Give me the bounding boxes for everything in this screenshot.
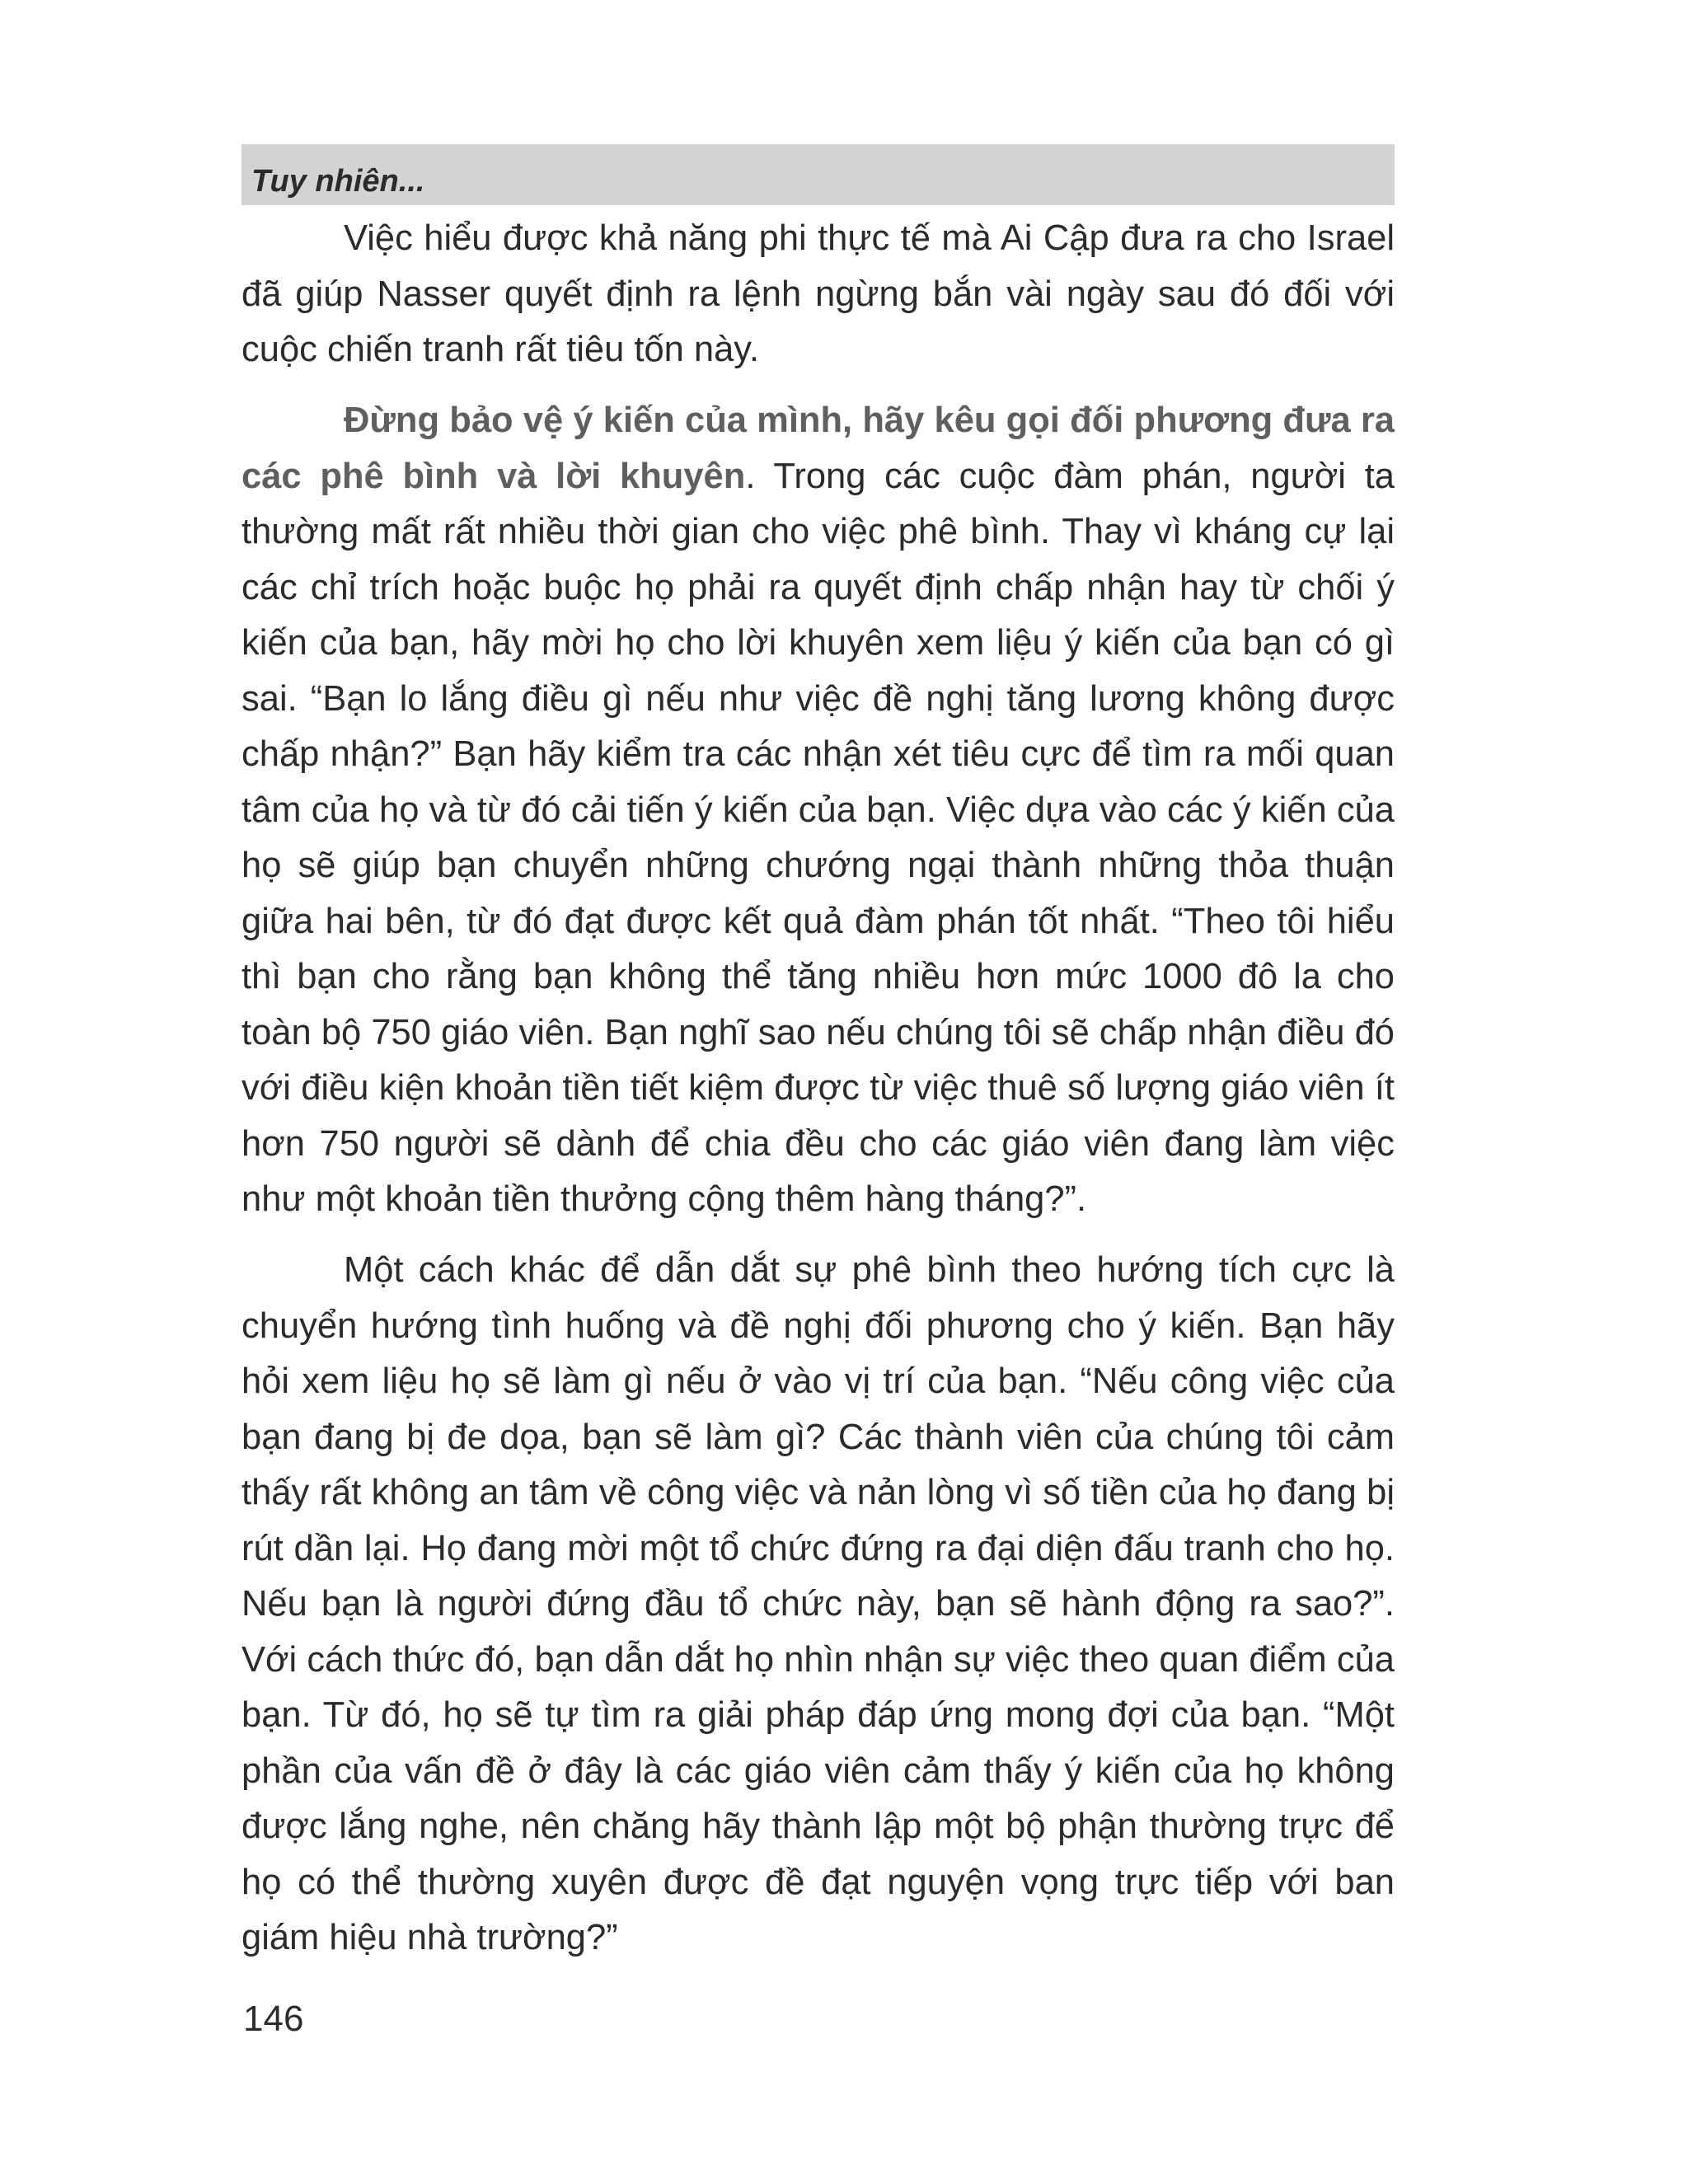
- paragraph-2: [241, 393, 1395, 1228]
- paragraph-2-emphasis: Đừng bảo vệ ý kiến của mình, hãy kêu gọi đối phương đưa ra các phê bình và lời khuyên: [241, 401, 1395, 496]
- page-number: 146: [243, 1999, 304, 2039]
- paragraph-2-text: . Trong các cuộc đàm phán, người ta thường mất rất nhiều thời gian cho việc phê bình. Thay vì kháng cự lại các chỉ trích hoặc buộc họ phải ra quyết định chấp nhận hay từ chối ý kiến của bạn, hãy mời họ cho lời khuyên xem liệu ý kiến của bạn có gì sai. “Bạn lo lắng điều gì nếu như việc đề nghị tăng lương không được chấp nhận?” Bạn hãy kiểm tra các nhận xét tiêu cực để tìm ra mối quan tâm của họ và từ đó cải tiến ý kiến của bạn. Việc dựa vào các ý kiến của họ sẽ giúp bạn chuyển những chướng ngại thành những thỏa thuận giữa hai bên, từ đó đạt được kết quả đàm phán tốt nhất. “Theo tôi hiểu thì bạn cho rằng bạn không thể tăng nhiều hơn mức 1000 đô la cho toàn bộ 750 giáo viên. Bạn nghĩ sao nếu chúng tôi sẽ chấp nhận điều đó với điều kiện khoản tiền tiết kiệm được từ việc thuê số lượng giáo viên ít hơn 750 người sẽ dành để chia đều cho các giáo viên đang làm việc như một khoản tiền thưởng cộng thêm hàng tháng?”.: [241, 456, 1395, 1219]
- paragraph-3: [241, 1243, 1395, 1966]
- paragraph-3-text: Một cách khác để dẫn dắt sự phê bình theo hướng tích cực là chuyển hướng tình huống và đề nghị đối phương cho ý kiến. Bạn hãy hỏi xem liệu họ sẽ làm gì nếu ở vào vị trí của bạn. “Nếu công việc của bạn đang bị đe dọa, bạn sẽ làm gì? Các thành viên của chúng tôi cảm thấy rất không an tâm về công việc và nản lòng vì số tiền của họ đang bị rút dần lại. Họ đang mời một tổ chức đứng ra đại diện đấu tranh cho họ. Nếu bạn là người đứng đầu tổ chức này, bạn sẽ hành động ra sao?”. Với cách thức đó, bạn dẫn dắt họ nhìn nhận sự việc theo quan điểm của bạn. Từ đó, họ sẽ tự tìm ra giải pháp đáp ứng mong đợi của bạn. “Một phần của vấn đề ở đây là các giáo viên cảm thấy ý kiến của họ không được lắng nghe, nên chăng hãy thành lập một bộ phận thường trực để họ có thể thường xuyên được đề đạt nguyện vọng trực tiếp với ban giám hiệu nhà trường?”: [241, 1250, 1395, 1957]
- sidebar-title: Tuy nhiên...: [251, 164, 425, 199]
- sidebar-heading-box: [241, 144, 1395, 205]
- paragraph-1-text: Việc hiểu được khả năng phi thực tế mà Ai Cập đưa ra cho Israel đã giúp Nasser quyết định ra lệnh ngừng bắn vài ngày sau đó đối với cuộc chiến tranh rất tiêu tốn này.: [241, 218, 1395, 369]
- paragraph-1: [241, 211, 1395, 378]
